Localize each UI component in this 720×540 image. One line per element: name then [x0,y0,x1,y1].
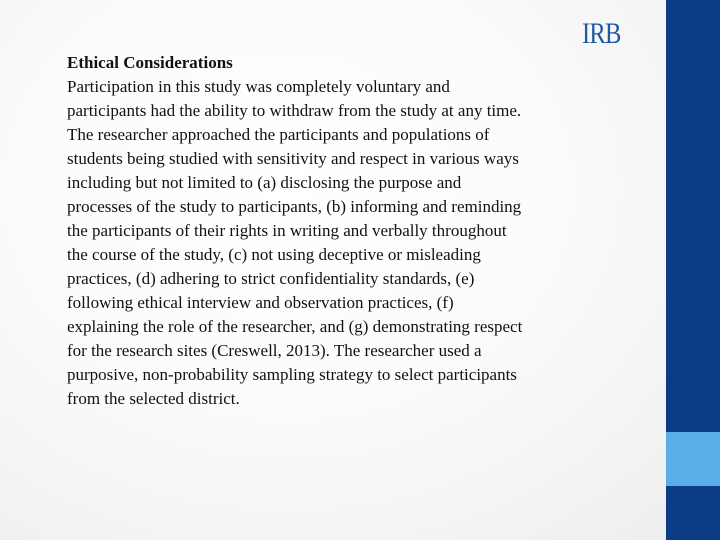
irb-logo: IRB [582,17,621,50]
sidebar-accent-block [666,432,720,486]
section-body: Participation in this study was completely voluntary and participants had the ability to withdraw from the study at any time. The researcher approached the participants and populations of students being studied with sensitivity and respect in various ways including but not limited to (a) disclosing the purpose and processes of the study to participants, (b) informing and reminding the participants of their rights in writing and verbally throughout the course of the study, (c) not using deceptive or misleading practices, (d) adhering to strict confidentiality standards, (e) following ethical interview and observation practices, (f) explaining the role of the researcher, and (g) demonstrating respect for the research sites (Creswell, 2013). The researcher used a purposive, non-probability sampling strategy to select participants from the selected district. [67,77,523,408]
slide-content [67,51,612,411]
section-heading: Ethical Considerations [67,53,233,72]
